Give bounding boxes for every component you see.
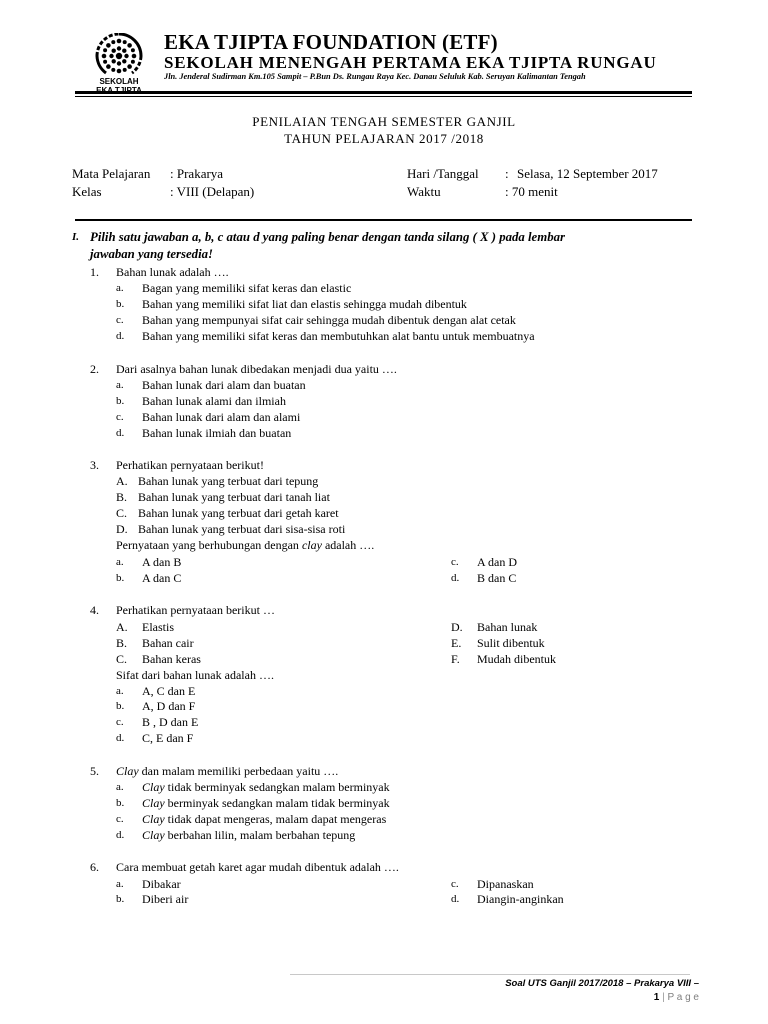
option-text: Bahan yang memiliki sifat liat dan elastis sehingga mudah dibentuk <box>142 297 467 311</box>
option-label: b. <box>116 893 125 905</box>
question-text: Bahan lunak adalah …. <box>116 265 229 279</box>
option-label: d. <box>116 829 125 841</box>
statement-text: Bahan lunak yang terbuat dari tanah liat <box>138 490 330 504</box>
option-text: Bahan lunak alami dan ilmiah <box>142 394 286 408</box>
option-text: A dan C <box>142 571 182 585</box>
question-number: 5. <box>90 764 99 778</box>
option-label: a. <box>116 685 124 697</box>
option-text: A dan B <box>142 555 182 569</box>
question-number: 6. <box>90 860 99 874</box>
option-text: A, D dan F <box>142 699 196 713</box>
subject-value: : Prakarya <box>170 166 224 181</box>
question-prompt: Pernyataan yang berhubungan dengan clay adalah …. <box>116 538 375 552</box>
question-number: 2. <box>90 362 99 376</box>
statement-text: Bahan lunak yang terbuat dari getah karet <box>138 506 339 520</box>
statement-label: A. <box>116 620 128 634</box>
statement-text: Bahan lunak yang terbuat dari tepung <box>138 474 319 488</box>
statement-text: Bahan cair <box>142 636 194 650</box>
subject-label: Mata Pelajaran <box>72 166 151 181</box>
section-instruction-line1: Pilih satu jawaban a, b, c atau d yang paling benar dengan tanda silang ( X ) pada lembar <box>90 230 565 244</box>
statement-text: Elastis <box>142 620 174 634</box>
option-text: Bahan lunak ilmiah dan buatan <box>142 426 292 440</box>
exam-title: PENILAIAN TENGAH SEMESTER GANJIL <box>252 114 516 129</box>
option-label: d. <box>116 732 125 744</box>
option-label: b. <box>116 700 125 712</box>
option-text: Bagan yang memiliki sifat keras dan elastic <box>142 281 352 295</box>
time-label: Waktu <box>407 184 441 199</box>
option-text: Clay berbahan lilin, malam berbahan tepung <box>142 828 356 842</box>
option-text: B , D dan E <box>142 715 199 729</box>
school-address: Jln. Jenderal Sudirman Km.105 Sampit – P.Bun Ds. Rungau Raya Kec. Danau Seluluk Kab. Seruyan Kalimantan Tengah <box>164 72 586 81</box>
date-separator: : <box>505 166 509 181</box>
option-text: Clay tidak berminyak sedangkan malam berminyak <box>142 780 390 794</box>
statement-label: A. <box>116 474 128 488</box>
statement-label: F. <box>451 652 460 666</box>
question-number: 1. <box>90 265 99 279</box>
option-text: Bahan yang mempunyai sifat cair sehingga mudah dibentuk dengan alat cetak <box>142 313 516 327</box>
question-text: Perhatikan pernyataan berikut! <box>116 458 264 472</box>
statement-label: C. <box>116 506 128 520</box>
option-label: d. <box>451 572 460 584</box>
time-value: : 70 menit <box>505 184 558 199</box>
school-name: SEKOLAH MENENGAH PERTAMA EKA TJIPTA RUNGAU <box>164 53 657 72</box>
option-label: a. <box>116 781 124 793</box>
question-text: Clay dan malam memiliki perbedaan yaitu …. <box>116 764 339 778</box>
option-text: Dibakar <box>142 877 181 891</box>
option-label: b. <box>116 797 125 809</box>
option-label: d. <box>116 330 125 342</box>
header-rule-thin <box>75 96 692 97</box>
section-number: I. <box>72 231 80 243</box>
option-label: d. <box>116 427 125 439</box>
statement-label: C. <box>116 652 128 666</box>
option-text: Diangin-anginkan <box>477 892 564 906</box>
option-text: Clay berminyak sedangkan malam tidak berminyak <box>142 796 390 810</box>
option-text: Clay tidak dapat mengeras, malam dapat mengeras <box>142 812 387 826</box>
option-text: Bahan lunak dari alam dan buatan <box>142 378 306 392</box>
footer-text: Soal UTS Ganjil 2017/2018 – Prakarya VIII – <box>505 978 699 989</box>
option-label: c. <box>116 813 124 825</box>
option-text: Diberi air <box>142 892 189 906</box>
option-text: C, E dan F <box>142 731 194 745</box>
statement-text: Bahan lunak yang terbuat dari sisa-sisa roti <box>138 522 346 536</box>
option-label: d. <box>451 893 460 905</box>
option-text: Dipanaskan <box>477 877 534 891</box>
statement-label: B. <box>116 490 128 504</box>
option-label: c. <box>451 556 459 568</box>
statement-text: Bahan lunak <box>477 620 538 634</box>
statement-label: D. <box>451 620 463 634</box>
statement-text: Sulit dibentuk <box>477 636 545 650</box>
question-text: Dari asalnya bahan lunak dibedakan menjadi dua yaitu …. <box>116 362 397 376</box>
school-logo <box>82 33 157 95</box>
svg-text:SEKOLAH: SEKOLAH <box>99 77 139 86</box>
option-label: a. <box>116 878 124 890</box>
org-name: EKA TJIPTA FOUNDATION (ETF) <box>164 30 498 54</box>
option-text: B dan C <box>477 571 517 585</box>
statement-text: Bahan keras <box>142 652 201 666</box>
option-label: b. <box>116 572 125 584</box>
option-label: a. <box>116 379 124 391</box>
option-text: A dan D <box>477 555 517 569</box>
exam-year: TAHUN PELAJARAN 2017 /2018 <box>284 131 484 146</box>
option-text: Bahan lunak dari alam dan alami <box>142 410 301 424</box>
date-label: Hari /Tanggal <box>407 166 479 181</box>
page-number: 1 | P a g e <box>653 992 699 1003</box>
question-text: Cara membuat getah karet agar mudah dibentuk adalah …. <box>116 860 399 874</box>
question-number: 3. <box>90 458 99 472</box>
question-number: 4. <box>90 603 99 617</box>
option-label: c. <box>116 411 124 423</box>
option-label: a. <box>116 556 124 568</box>
option-label: c. <box>451 878 459 890</box>
statement-text: Mudah dibentuk <box>477 652 556 666</box>
header-rule-thick <box>75 91 692 94</box>
date-value: Selasa, 12 September 2017 <box>517 166 658 181</box>
statement-label: B. <box>116 636 128 650</box>
class-value: : VIII (Delapan) <box>170 184 255 199</box>
question-text: Perhatikan pernyataan berikut … <box>116 603 275 617</box>
footer-rule <box>290 974 690 975</box>
option-label: b. <box>116 298 125 310</box>
option-label: c. <box>116 314 124 326</box>
statement-label: D. <box>116 522 128 536</box>
question-prompt: Sifat dari bahan lunak adalah …. <box>116 668 274 682</box>
statement-label: E. <box>451 636 462 650</box>
option-label: b. <box>116 395 125 407</box>
option-text: A, C dan E <box>142 684 196 698</box>
option-text: Bahan yang memiliki sifat keras dan membutuhkan alat bantu untuk membuatnya <box>142 329 535 343</box>
info-rule <box>75 219 692 221</box>
class-label: Kelas <box>72 184 102 199</box>
option-label: a. <box>116 282 124 294</box>
section-instruction-line2: jawaban yang tersedia! <box>90 247 214 261</box>
option-label: c. <box>116 716 124 728</box>
